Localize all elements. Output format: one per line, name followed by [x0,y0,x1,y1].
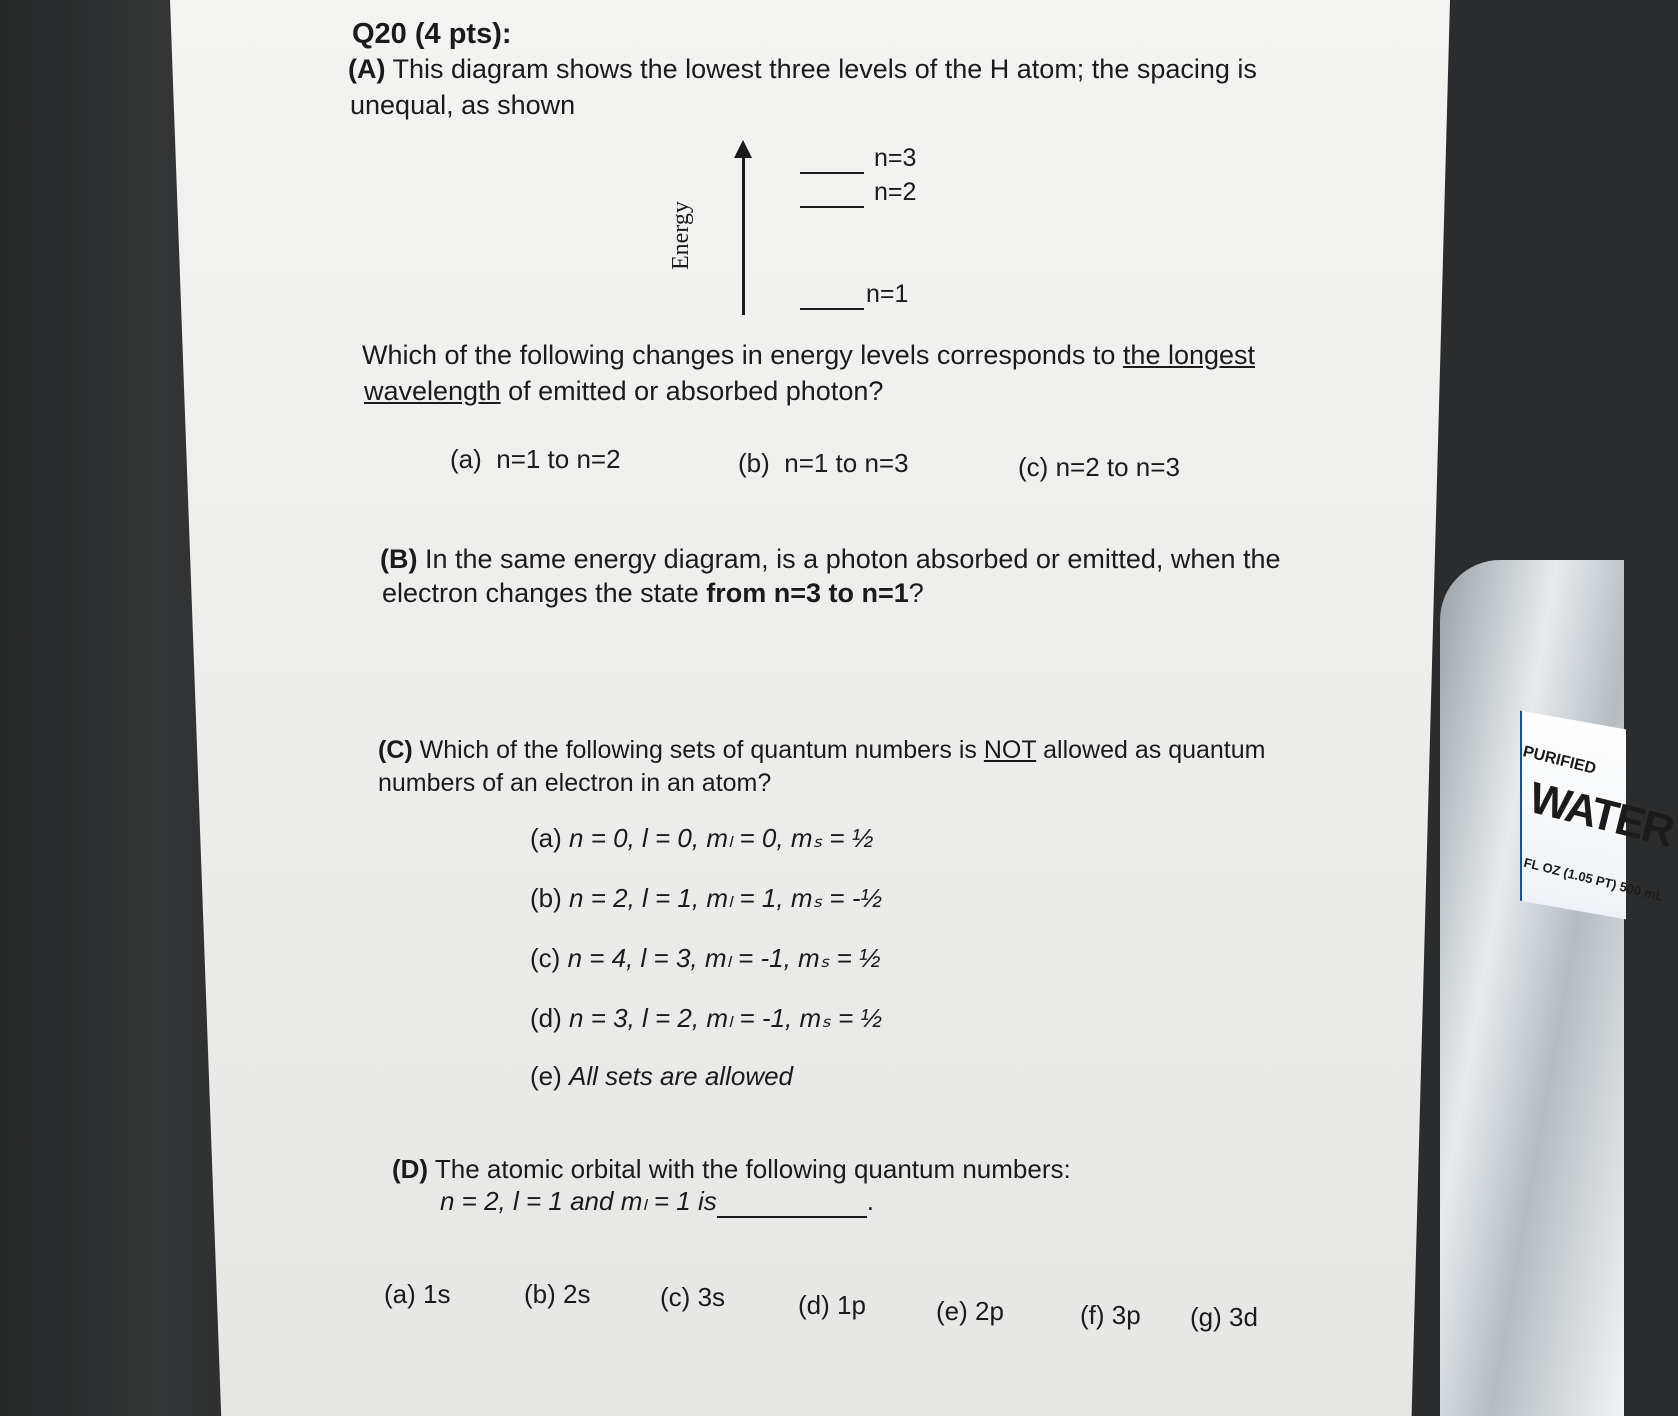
level-label-n2: n=2 [874,178,917,206]
option-label: (g) [1190,1302,1222,1332]
level-line-n1 [800,308,864,310]
energy-axis [742,155,745,315]
option-text: 1p [837,1290,866,1320]
part-a-text-line1: This diagram shows the lowest three levels of the H atom; the spacing is [392,54,1257,84]
answer-blank[interactable] [717,1190,867,1218]
part-b-line2-bold: from n=3 to n=1 [706,578,909,608]
level-label-n3: n=3 [874,144,917,172]
part-b-text-line2 [382,576,924,610]
part-c-option-c[interactable] [530,943,881,974]
part-b-text-line1 [380,542,1281,576]
option-text: 1s [423,1279,451,1309]
part-c-label: (C) [378,736,413,764]
option-text: n = 2, l = 1, mₗ = 1, mₛ = -½ [569,883,883,913]
part-d-text-line1 [392,1152,1071,1186]
part-d-option-f[interactable] [1080,1300,1141,1331]
part-c-option-d[interactable] [530,1003,882,1034]
part-a-option-b[interactable] [738,448,909,479]
bottle-volume: FL OZ (1.05 PT) 500 mL [1522,854,1666,905]
part-b-line1: In the same energy diagram, is a photon absorbed or emitted, when the [425,544,1281,574]
option-label: (a) [384,1279,416,1309]
part-d-line1: The atomic orbital with the following quantum numbers: [434,1154,1071,1184]
part-a-text [348,52,1257,86]
part-a-question-pre: Which of the following changes in energy levels corresponds to [362,340,1123,370]
part-c-text-pre: Which of the following sets of quantum numbers is [419,736,984,764]
part-d-option-e[interactable] [936,1296,1004,1327]
bottle-label-top: PURIFIED [1521,743,1598,778]
energy-axis-label: Energy [668,201,694,270]
option-label: (c) [1018,452,1049,482]
part-d-option-b[interactable] [524,1279,590,1310]
water-bottle [1440,560,1624,1416]
part-a-option-a[interactable] [450,444,621,475]
option-text: n=1 to n=3 [784,448,909,478]
option-label: (c) [530,943,561,973]
option-text: n = 3, l = 2, mₗ = -1, mₛ = ½ [569,1003,883,1033]
part-a-option-c[interactable] [1018,452,1180,483]
part-c-text-line2: numbers of an electron in an atom? [378,769,772,797]
part-a-question-line1 [362,338,1255,372]
option-text: All sets are allowed [569,1061,794,1091]
part-d-option-c[interactable] [660,1282,725,1313]
option-text: 3p [1111,1300,1141,1330]
level-line-n2 [800,206,864,208]
option-text: n = 4, l = 3, mₗ = -1, mₛ = ½ [567,943,881,973]
option-text: n = 0, l = 0, mₗ = 0, mₛ = ½ [569,823,874,853]
option-label: (a) [450,444,482,474]
part-a-question-underlined2: wavelength [364,376,501,406]
part-c-text-underlined: NOT [983,736,1037,764]
part-c-text-line1 [378,733,1265,767]
option-label: (f) [1080,1300,1105,1330]
bottle-brand: WATER [1524,773,1678,856]
option-label: (a) [530,823,562,853]
part-d-line2-post: . [866,1186,874,1216]
option-label: (c) [660,1282,691,1312]
part-d-line2-pre: n = 2, l = 1 and mₗ = 1 is [440,1186,717,1216]
part-a-question-post: of emitted or absorbed photon? [500,376,884,406]
part-c-option-a[interactable] [530,823,874,854]
option-text: 2s [563,1279,591,1309]
part-b-line2-post: ? [908,578,924,608]
question-title: Q20 (4 pts): [352,18,512,50]
part-d-text-line2 [440,1184,874,1218]
option-text: n=1 to n=2 [496,444,621,474]
option-label: (b) [530,883,562,913]
option-label: (d) [798,1290,830,1320]
option-label: (b) [738,448,770,478]
option-label: (e) [530,1061,562,1091]
part-a-question-underlined1: the longest [1122,340,1256,370]
part-d-option-g[interactable] [1190,1302,1258,1333]
part-a-question-line2 [364,374,883,408]
part-c-text-post: allowed as quantum [1036,736,1266,764]
part-b-line2-pre: electron changes the state [382,578,707,608]
part-d-label: (D) [392,1154,429,1184]
part-b-label: (B) [380,544,418,574]
part-d-option-d[interactable] [798,1290,866,1321]
option-label: (e) [936,1296,968,1326]
part-a-label: (A) [348,54,386,84]
part-a-text-line2: unequal, as shown [350,90,576,120]
part-d-option-a[interactable] [384,1279,450,1310]
option-text: 3s [697,1282,726,1312]
part-c-option-b[interactable] [530,883,882,914]
option-label: (d) [530,1003,562,1033]
option-text: 2p [975,1296,1004,1326]
part-c-option-e[interactable] [530,1061,793,1092]
option-text: n=2 to n=3 [1055,452,1180,482]
level-label-n1: n=1 [866,280,909,308]
option-label: (b) [524,1279,556,1309]
option-text: 3d [1229,1302,1258,1332]
level-line-n3 [800,172,864,174]
